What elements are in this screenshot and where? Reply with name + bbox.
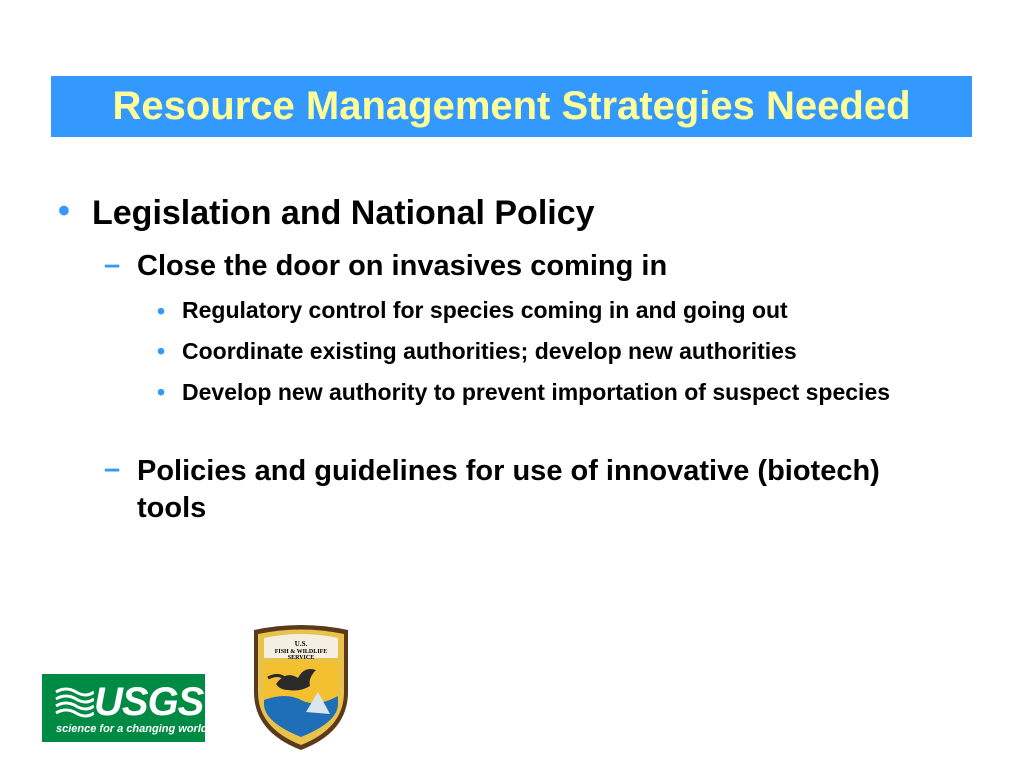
usgs-logo-icon xyxy=(54,684,94,722)
bullet-icon: • xyxy=(58,192,70,230)
bullet-icon: • xyxy=(157,298,166,324)
fws-shield-icon xyxy=(246,622,356,752)
slide-title: Resource Management Strategies Needed xyxy=(112,84,911,128)
dash-icon: – xyxy=(104,249,121,281)
bullet-level2: Close the door on invasives coming in xyxy=(137,250,668,282)
bullet-icon: • xyxy=(157,379,166,405)
usgs-logo xyxy=(42,674,208,742)
bullet-level3: Coordinate existing authorities; develop new authorities xyxy=(182,338,797,364)
bullet-level3: Develop new authority to prevent importation of suspect species xyxy=(182,379,891,405)
bullet-level2: Policies and guidelines for use of innovative (biotech) tools xyxy=(137,455,880,524)
svg-text:SERVICE: SERVICE xyxy=(287,655,315,661)
bullet-level3: Regulatory control for species coming in and going out xyxy=(182,297,788,323)
dash-icon: – xyxy=(104,453,121,485)
svg-text:U.S.: U.S. xyxy=(294,640,308,648)
usgs-tagline: science for a changing world xyxy=(56,723,208,735)
usgs-wordmark: USGS xyxy=(94,680,204,724)
bullet-level1: Legislation and National Policy xyxy=(92,194,595,232)
svg-text:FISH & WILDLIFE: FISH & WILDLIFE xyxy=(274,649,328,655)
bullet-icon: • xyxy=(157,338,166,364)
